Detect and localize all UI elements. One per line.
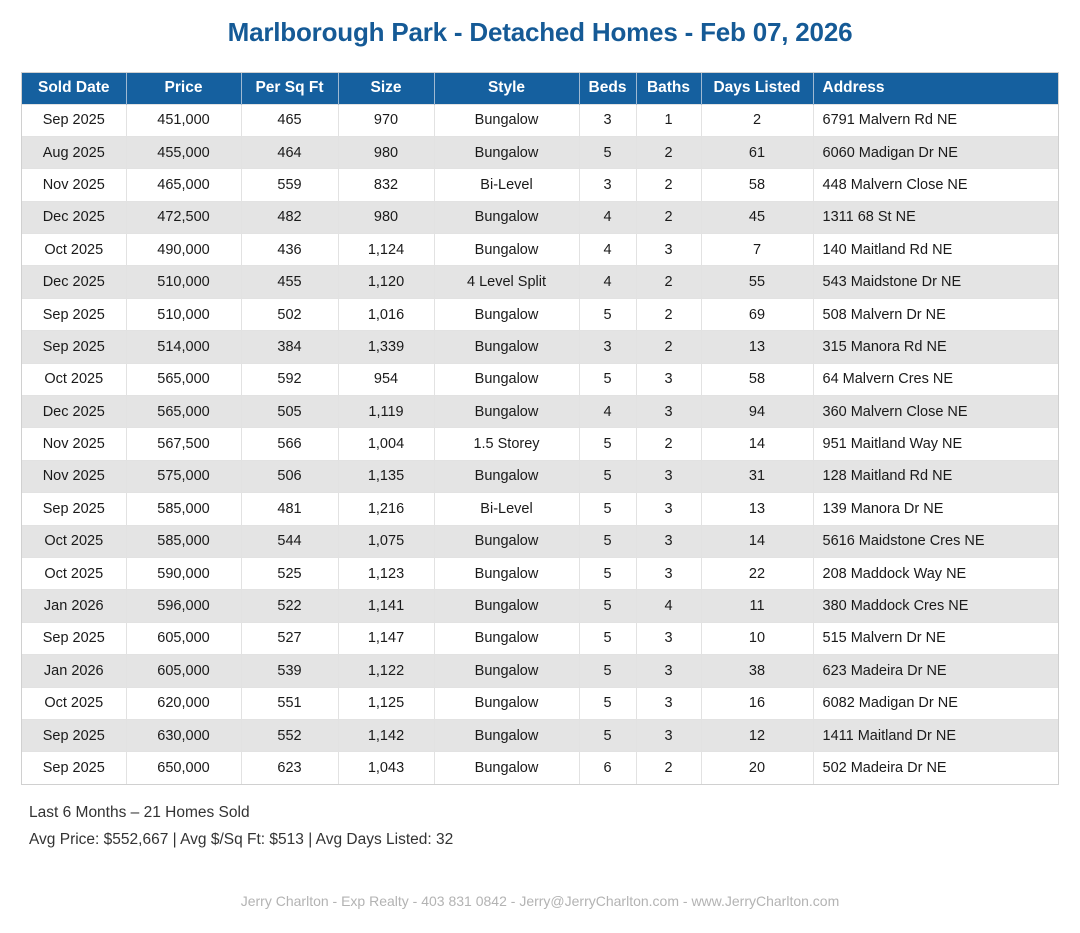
cell-baths: 3: [636, 719, 701, 751]
cell-sold_date: Dec 2025: [22, 266, 126, 298]
cell-baths: 1: [636, 104, 701, 136]
cell-address: 1311 68 St NE: [813, 201, 1058, 233]
cell-price: 455,000: [126, 136, 241, 168]
cell-size: 1,147: [338, 622, 434, 654]
cell-price: 472,500: [126, 201, 241, 233]
cell-sold_date: Oct 2025: [22, 525, 126, 557]
cell-address: 951 Maitland Way NE: [813, 428, 1058, 460]
table-row: [22, 234, 1058, 266]
table-row: [22, 493, 1058, 525]
table-row: [22, 719, 1058, 751]
cell-size: 1,125: [338, 687, 434, 719]
cell-style: Bungalow: [434, 136, 579, 168]
cell-size: 1,043: [338, 752, 434, 784]
cell-style: Bi-Level: [434, 169, 579, 201]
cell-baths: 2: [636, 428, 701, 460]
cell-address: 508 Malvern Dr NE: [813, 298, 1058, 330]
cell-baths: 2: [636, 169, 701, 201]
cell-days_listed: 69: [701, 298, 813, 330]
table-body: [22, 104, 1058, 784]
cell-days_listed: 31: [701, 460, 813, 492]
cell-address: 6060 Madigan Dr NE: [813, 136, 1058, 168]
cell-price: 510,000: [126, 298, 241, 330]
cell-per_sq_ft: 525: [241, 557, 338, 589]
cell-baths: 2: [636, 201, 701, 233]
cell-baths: 3: [636, 687, 701, 719]
cell-price: 590,000: [126, 557, 241, 589]
cell-sold_date: Sep 2025: [22, 298, 126, 330]
cell-sold_date: Sep 2025: [22, 719, 126, 751]
cell-size: 1,123: [338, 557, 434, 589]
cell-days_listed: 38: [701, 655, 813, 687]
cell-sold_date: Dec 2025: [22, 396, 126, 428]
cell-days_listed: 58: [701, 363, 813, 395]
cell-days_listed: 16: [701, 687, 813, 719]
cell-address: 623 Madeira Dr NE: [813, 655, 1058, 687]
cell-per_sq_ft: 566: [241, 428, 338, 460]
cell-price: 620,000: [126, 687, 241, 719]
cell-style: Bungalow: [434, 201, 579, 233]
table-row: [22, 136, 1058, 168]
header-row: [22, 73, 1058, 104]
cell-size: 1,135: [338, 460, 434, 492]
column-header-days_listed[interactable]: Days Listed: [701, 73, 813, 104]
cell-days_listed: 61: [701, 136, 813, 168]
cell-days_listed: 94: [701, 396, 813, 428]
cell-beds: 5: [579, 525, 636, 557]
cell-per_sq_ft: 527: [241, 622, 338, 654]
table-row: [22, 331, 1058, 363]
table-row: [22, 169, 1058, 201]
cell-beds: 5: [579, 363, 636, 395]
cell-style: 1.5 Storey: [434, 428, 579, 460]
cell-per_sq_ft: 539: [241, 655, 338, 687]
cell-baths: 3: [636, 234, 701, 266]
cell-size: 1,124: [338, 234, 434, 266]
cell-address: 140 Maitland Rd NE: [813, 234, 1058, 266]
cell-per_sq_ft: 552: [241, 719, 338, 751]
cell-address: 6082 Madigan Dr NE: [813, 687, 1058, 719]
cell-price: 650,000: [126, 752, 241, 784]
cell-price: 585,000: [126, 525, 241, 557]
cell-style: Bungalow: [434, 752, 579, 784]
cell-days_listed: 2: [701, 104, 813, 136]
cell-price: 585,000: [126, 493, 241, 525]
cell-beds: 5: [579, 687, 636, 719]
cell-beds: 3: [579, 169, 636, 201]
cell-per_sq_ft: 551: [241, 687, 338, 719]
cell-baths: 2: [636, 752, 701, 784]
cell-sold_date: Nov 2025: [22, 428, 126, 460]
cell-per_sq_ft: 455: [241, 266, 338, 298]
cell-baths: 2: [636, 136, 701, 168]
cell-days_listed: 14: [701, 525, 813, 557]
cell-address: 315 Manora Rd NE: [813, 331, 1058, 363]
cell-price: 451,000: [126, 104, 241, 136]
table-row: [22, 298, 1058, 330]
cell-style: Bungalow: [434, 396, 579, 428]
cell-sold_date: Aug 2025: [22, 136, 126, 168]
cell-baths: 3: [636, 493, 701, 525]
summary-block: [29, 799, 1080, 853]
cell-size: 1,119: [338, 396, 434, 428]
table-row: [22, 428, 1058, 460]
table-row: [22, 557, 1058, 589]
column-header-size[interactable]: Size: [338, 73, 434, 104]
cell-per_sq_ft: 502: [241, 298, 338, 330]
cell-beds: 3: [579, 104, 636, 136]
cell-sold_date: Oct 2025: [22, 234, 126, 266]
cell-beds: 5: [579, 655, 636, 687]
summary-line-averages: Avg Price: $552,667 | Avg $/Sq Ft: $513 | Avg Days Listed: 32: [29, 831, 454, 849]
table-row: [22, 525, 1058, 557]
cell-days_listed: 45: [701, 201, 813, 233]
cell-per_sq_ft: 522: [241, 590, 338, 622]
cell-days_listed: 11: [701, 590, 813, 622]
cell-beds: 5: [579, 719, 636, 751]
cell-style: 4 Level Split: [434, 266, 579, 298]
cell-size: 980: [338, 136, 434, 168]
column-header-style[interactable]: Style: [434, 73, 579, 104]
cell-address: 543 Maidstone Dr NE: [813, 266, 1058, 298]
cell-style: Bungalow: [434, 104, 579, 136]
column-header-baths[interactable]: Baths: [636, 73, 701, 104]
cell-sold_date: Sep 2025: [22, 752, 126, 784]
cell-beds: 5: [579, 557, 636, 589]
cell-sold_date: Dec 2025: [22, 201, 126, 233]
cell-baths: 2: [636, 298, 701, 330]
cell-price: 490,000: [126, 234, 241, 266]
cell-baths: 3: [636, 622, 701, 654]
cell-address: 515 Malvern Dr NE: [813, 622, 1058, 654]
table-row: [22, 460, 1058, 492]
table-row: [22, 104, 1058, 136]
cell-size: 980: [338, 201, 434, 233]
cell-style: Bungalow: [434, 655, 579, 687]
cell-address: 6791 Malvern Rd NE: [813, 104, 1058, 136]
cell-beds: 4: [579, 396, 636, 428]
cell-style: Bungalow: [434, 460, 579, 492]
cell-beds: 3: [579, 331, 636, 363]
table-row: [22, 201, 1058, 233]
cell-beds: 5: [579, 590, 636, 622]
footer-contact: Jerry Charlton - Exp Realty - 403 831 0842 - Jerry@JerryCharlton.com - www.JerryCharlton.com: [240, 893, 840, 909]
cell-price: 565,000: [126, 396, 241, 428]
cell-beds: 5: [579, 428, 636, 460]
cell-per_sq_ft: 623: [241, 752, 338, 784]
cell-baths: 2: [636, 331, 701, 363]
cell-address: 448 Malvern Close NE: [813, 169, 1058, 201]
cell-price: 596,000: [126, 590, 241, 622]
table-row: [22, 590, 1058, 622]
cell-address: 1411 Maitland Dr NE: [813, 719, 1058, 751]
cell-per_sq_ft: 505: [241, 396, 338, 428]
cell-per_sq_ft: 481: [241, 493, 338, 525]
cell-days_listed: 14: [701, 428, 813, 460]
cell-size: 1,120: [338, 266, 434, 298]
cell-sold_date: Jan 2026: [22, 655, 126, 687]
cell-per_sq_ft: 544: [241, 525, 338, 557]
cell-baths: 3: [636, 363, 701, 395]
cell-address: 139 Manora Dr NE: [813, 493, 1058, 525]
cell-style: Bungalow: [434, 590, 579, 622]
cell-style: Bungalow: [434, 557, 579, 589]
cell-beds: 5: [579, 493, 636, 525]
cell-baths: 3: [636, 460, 701, 492]
cell-sold_date: Oct 2025: [22, 557, 126, 589]
cell-per_sq_ft: 384: [241, 331, 338, 363]
cell-sold_date: Nov 2025: [22, 169, 126, 201]
page-title: Marlborough Park - Detached Homes - Feb 07, 2026: [227, 17, 853, 47]
cell-size: 1,142: [338, 719, 434, 751]
cell-days_listed: 7: [701, 234, 813, 266]
cell-size: 970: [338, 104, 434, 136]
column-header-address[interactable]: Address: [813, 73, 1058, 104]
cell-price: 575,000: [126, 460, 241, 492]
cell-beds: 6: [579, 752, 636, 784]
cell-sold_date: Nov 2025: [22, 460, 126, 492]
cell-baths: 2: [636, 266, 701, 298]
cell-beds: 5: [579, 136, 636, 168]
cell-size: 1,004: [338, 428, 434, 460]
cell-baths: 3: [636, 525, 701, 557]
cell-style: Bungalow: [434, 719, 579, 751]
cell-sold_date: Sep 2025: [22, 104, 126, 136]
cell-days_listed: 20: [701, 752, 813, 784]
cell-address: 208 Maddock Way NE: [813, 557, 1058, 589]
column-header-price[interactable]: Price: [126, 73, 241, 104]
table-row: [22, 396, 1058, 428]
table-row: [22, 655, 1058, 687]
table-row: [22, 266, 1058, 298]
cell-size: 954: [338, 363, 434, 395]
cell-style: Bungalow: [434, 687, 579, 719]
cell-style: Bungalow: [434, 363, 579, 395]
table-row: [22, 752, 1058, 784]
cell-per_sq_ft: 506: [241, 460, 338, 492]
cell-address: 64 Malvern Cres NE: [813, 363, 1058, 395]
cell-size: 1,122: [338, 655, 434, 687]
cell-sold_date: Sep 2025: [22, 493, 126, 525]
cell-address: 128 Maitland Rd NE: [813, 460, 1058, 492]
cell-size: 1,016: [338, 298, 434, 330]
cell-price: 630,000: [126, 719, 241, 751]
cell-sold_date: Sep 2025: [22, 331, 126, 363]
table-row: [22, 687, 1058, 719]
cell-address: 5616 Maidstone Cres NE: [813, 525, 1058, 557]
cell-per_sq_ft: 465: [241, 104, 338, 136]
cell-style: Bungalow: [434, 298, 579, 330]
cell-style: Bi-Level: [434, 493, 579, 525]
cell-price: 565,000: [126, 363, 241, 395]
cell-days_listed: 12: [701, 719, 813, 751]
cell-size: 1,339: [338, 331, 434, 363]
cell-baths: 3: [636, 396, 701, 428]
summary-line-count: Last 6 Months – 21 Homes Sold: [29, 804, 250, 822]
column-header-beds[interactable]: Beds: [579, 73, 636, 104]
cell-per_sq_ft: 559: [241, 169, 338, 201]
cell-style: Bungalow: [434, 622, 579, 654]
cell-days_listed: 13: [701, 493, 813, 525]
cell-sold_date: Oct 2025: [22, 363, 126, 395]
cell-beds: 4: [579, 201, 636, 233]
cell-per_sq_ft: 436: [241, 234, 338, 266]
cell-sold_date: Sep 2025: [22, 622, 126, 654]
cell-per_sq_ft: 592: [241, 363, 338, 395]
cell-days_listed: 10: [701, 622, 813, 654]
cell-baths: 3: [636, 557, 701, 589]
cell-beds: 4: [579, 234, 636, 266]
sales-table-container: [21, 72, 1059, 785]
cell-address: 502 Madeira Dr NE: [813, 752, 1058, 784]
cell-size: 1,216: [338, 493, 434, 525]
cell-price: 605,000: [126, 622, 241, 654]
cell-size: 832: [338, 169, 434, 201]
cell-beds: 5: [579, 622, 636, 654]
cell-style: Bungalow: [434, 525, 579, 557]
table-header: [22, 73, 1058, 104]
column-header-per_sq_ft[interactable]: Per Sq Ft: [241, 73, 338, 104]
cell-days_listed: 58: [701, 169, 813, 201]
cell-per_sq_ft: 464: [241, 136, 338, 168]
cell-beds: 5: [579, 298, 636, 330]
cell-per_sq_ft: 482: [241, 201, 338, 233]
cell-days_listed: 13: [701, 331, 813, 363]
cell-size: 1,075: [338, 525, 434, 557]
table-row: [22, 622, 1058, 654]
table-row: [22, 363, 1058, 395]
cell-price: 605,000: [126, 655, 241, 687]
cell-baths: 3: [636, 655, 701, 687]
cell-sold_date: Oct 2025: [22, 687, 126, 719]
cell-days_listed: 55: [701, 266, 813, 298]
cell-address: 360 Malvern Close NE: [813, 396, 1058, 428]
cell-baths: 4: [636, 590, 701, 622]
cell-price: 510,000: [126, 266, 241, 298]
cell-beds: 4: [579, 266, 636, 298]
cell-beds: 5: [579, 460, 636, 492]
cell-price: 514,000: [126, 331, 241, 363]
sales-table: [22, 73, 1058, 784]
cell-address: 380 Maddock Cres NE: [813, 590, 1058, 622]
cell-size: 1,141: [338, 590, 434, 622]
cell-style: Bungalow: [434, 331, 579, 363]
cell-price: 465,000: [126, 169, 241, 201]
cell-style: Bungalow: [434, 234, 579, 266]
cell-days_listed: 22: [701, 557, 813, 589]
column-header-sold_date[interactable]: Sold Date: [22, 73, 126, 104]
cell-sold_date: Jan 2026: [22, 590, 126, 622]
cell-price: 567,500: [126, 428, 241, 460]
